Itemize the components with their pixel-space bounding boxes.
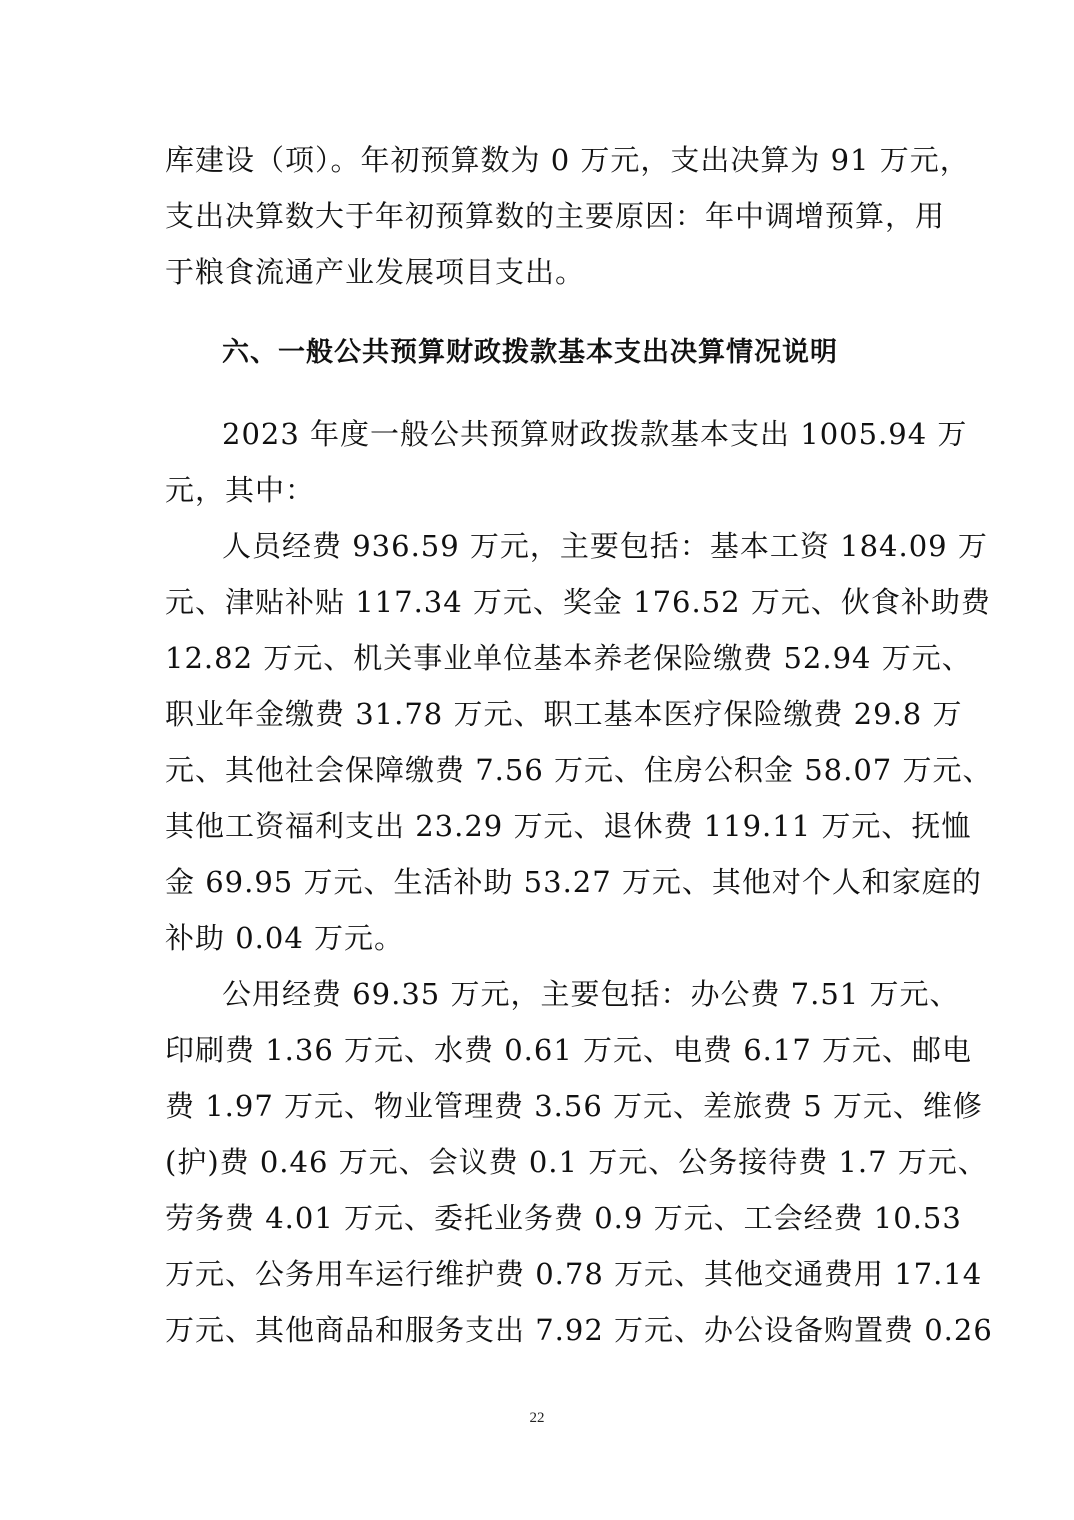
public-line-4: (护)费 0.46 万元、会议费 0.1 万元、公务接待费 1.7 万元、	[165, 1145, 988, 1179]
section-heading: 六、一般公共预算财政拨款基本支出决算情况说明	[222, 337, 838, 368]
personnel-line-2: 元、津贴补贴 117.34 万元、奖金 176.52 万元、伙食补助费	[165, 585, 991, 619]
total-line-2: 元，其中：	[165, 473, 316, 507]
public-line-6: 万元、公务用车运行维护费 0.78 万元、其他交通费用 17.14	[165, 1257, 983, 1291]
public-line-1: 公用经费 69.35 万元，主要包括：办公费 7.51 万元、	[222, 977, 960, 1011]
personnel-line-8: 补助 0.04 万元。	[165, 921, 405, 955]
personnel-line-3: 12.82 万元、机关事业单位基本养老保险缴费 52.94 万元、	[165, 641, 972, 675]
public-line-2: 印刷费 1.36 万元、水费 0.61 万元、电费 6.17 万元、邮电	[165, 1033, 973, 1067]
public-line-3: 费 1.97 万元、物业管理费 3.56 万元、差旅费 5 万元、维修	[165, 1089, 983, 1123]
personnel-line-1: 人员经费 936.59 万元，主要包括：基本工资 184.09 万	[222, 529, 988, 563]
personnel-line-7: 金 69.95 万元、生活补助 53.27 万元、其他对个人和家庭的	[165, 865, 982, 899]
public-line-7: 万元、其他商品和服务支出 7.92 万元、办公设备购置费 0.26	[165, 1313, 993, 1347]
intro-line-3: 于粮食流通产业发展项目支出。	[165, 255, 586, 289]
intro-line-2: 支出决算数大于年初预算数的主要原因：年中调增预算，用	[165, 199, 946, 233]
public-line-5: 劳务费 4.01 万元、委托业务费 0.9 万元、工会经费 10.53	[165, 1201, 962, 1235]
personnel-line-5: 元、其他社会保障缴费 7.56 万元、住房公积金 58.07 万元、	[165, 753, 993, 787]
personnel-line-4: 职业年金缴费 31.78 万元、职工基本医疗保险缴费 29.8 万	[165, 697, 963, 731]
page-number: 22	[529, 1410, 545, 1426]
intro-line-1: 库建设（项）。年初预算数为 0 万元，支出决算为 91 万元，	[165, 143, 970, 177]
total-line-1: 2023 年度一般公共预算财政拨款基本支出 1005.94 万	[222, 417, 968, 451]
personnel-line-6: 其他工资福利支出 23.29 万元、退休费 119.11 万元、抚恤	[165, 809, 972, 843]
